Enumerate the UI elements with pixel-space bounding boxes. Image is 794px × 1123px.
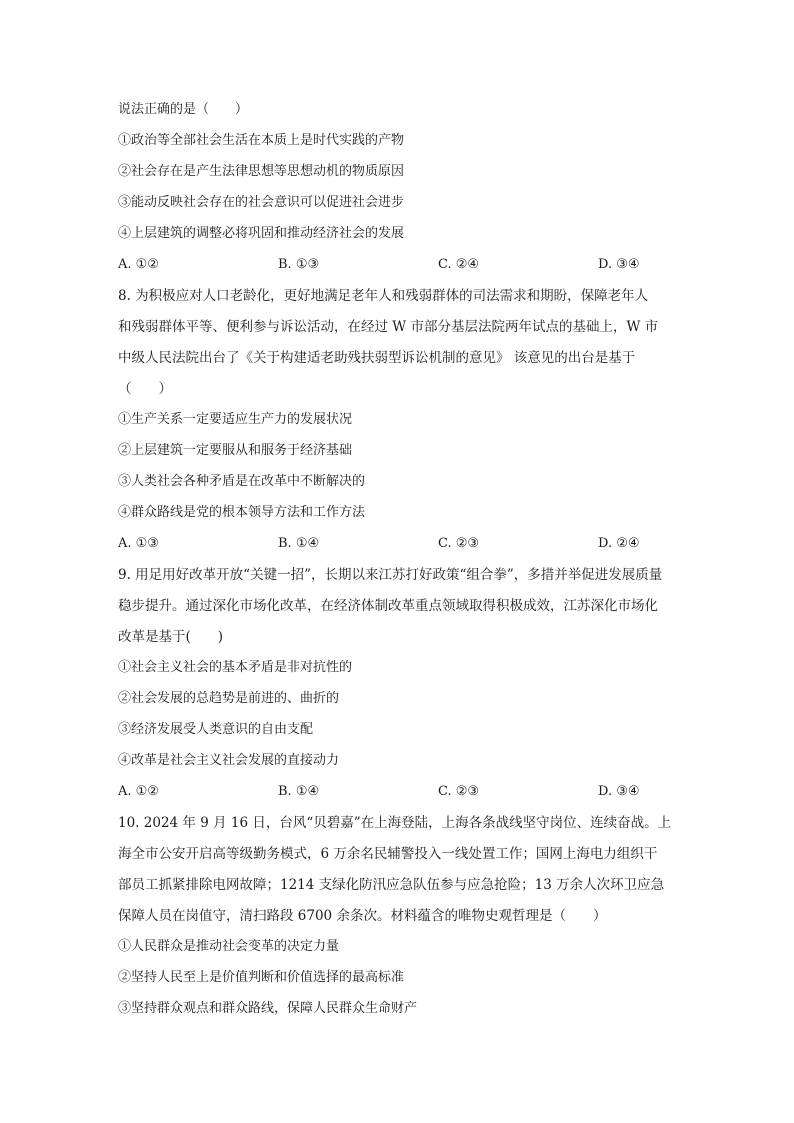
choice-b: B. ①④: [278, 784, 320, 799]
question-8-stem-line-2: 和残弱群体平等、便利参与诉讼活动，在经过 W 市部分基层法院两年试点的基础上，W 市: [118, 319, 659, 335]
question-10-stem-line-2: 海全市公安开启高等级勤务模式，6 万余名民辅警投入一线处置工作；国网上海电力组织干: [118, 846, 658, 862]
question-8: [118, 286, 678, 554]
question-9-choices: [118, 782, 678, 802]
question-7-option-2: ②社会存在是产生法律思想等思想动机的物质原因: [118, 164, 405, 179]
choice-d: D. ②④: [598, 536, 640, 551]
question-10-option-3: ③坚持群众观点和群众路线，保障人民群众生命财产: [118, 1001, 418, 1016]
choice-a: A. ①③: [118, 536, 159, 551]
question-8-option-2: ②上层建筑一定要服从和服务于经济基础: [118, 443, 353, 458]
question-10-option-2: ②坚持人民至上是价值判断和价值选择的最高标准: [118, 970, 405, 985]
question-9-option-3: ③经济发展受人类意识的自由支配: [118, 722, 314, 737]
question-9: [118, 565, 678, 802]
question-9-stem-line-2: 稳步提升。通过深化市场化改革，在经济体制改革重点领域取得积极成效，江苏深化市场化: [118, 598, 658, 614]
question-9-stem-line-3: 改革是基于( ): [118, 629, 224, 645]
question-7-option-1: ①政治等全部社会生活在本质上是时代实践的产物: [118, 133, 405, 148]
question-7-option-4: ④上层建筑的调整必将巩固和推动经济社会的发展: [118, 226, 405, 241]
question-10-option-1: ①人民群众是推动社会变革的决定力量: [118, 939, 340, 954]
question-10: [118, 813, 678, 1019]
choice-c: C. ②③: [438, 536, 480, 551]
question-7-choices: [118, 255, 678, 275]
exam-page: [118, 100, 678, 1030]
question-8-option-1: ①生产关系一定要适应生产力的发展状况: [118, 412, 353, 427]
question-7: [118, 100, 678, 275]
question-8-option-4: ④群众路线是党的根本领导方法和工作方法: [118, 505, 366, 520]
question-10-stem-line-4: 保障人员在岗值守，清扫路段 6700 余条次。材料蕴含的唯物史观哲理是（ ）: [118, 908, 607, 924]
question-9-option-2: ②社会发展的总趋势是前进的、曲折的: [118, 691, 340, 706]
question-8-choices: [118, 534, 678, 554]
question-9-option-4: ④改革是社会主义社会发展的直接动力: [118, 753, 340, 768]
choice-c: C. ②④: [438, 257, 480, 272]
choice-a: A. ①②: [118, 257, 159, 272]
question-8-stem-line-4: （ ）: [118, 381, 172, 397]
question-8-stem-line-3: 中级人民法院出台了《关于构建适老助残扶弱型诉讼机制的意见》 该意见的出台是基于: [118, 350, 636, 366]
question-9-option-1: ①社会主义社会的基本矛盾是非对抗性的: [118, 660, 353, 675]
choice-d: D. ③④: [598, 257, 640, 272]
choice-b: B. ①③: [278, 257, 320, 272]
question-7-option-3: ③能动反映社会存在的社会意识可以促进社会进步: [118, 195, 405, 210]
choice-c: C. ②③: [438, 784, 480, 799]
question-8-stem-line-1: 8. 为积极应对人口老龄化，更好地满足老年人和残弱群体的司法需求和期盼，保障老年人: [118, 288, 649, 304]
question-10-stem-line-3: 部员工抓紧排除电网故障；1214 支绿化防汛应急队伍参与应急抢险；13 万余人次环卫应急: [118, 877, 665, 893]
question-10-stem-line-1: 10. 2024 年 9 月 16 日，台风“贝碧嘉”在上海登陆，上海各条战线坚守岗位、连续奋战。上: [118, 815, 672, 831]
choice-a: A. ①②: [118, 784, 159, 799]
choice-b: B. ①④: [278, 536, 320, 551]
question-8-option-3: ③人类社会各种矛盾是在改革中不断解决的: [118, 474, 366, 489]
choice-d: D. ③④: [598, 784, 640, 799]
question-7-stem: 说法正确的是（ ）: [118, 102, 249, 117]
question-9-stem-line-1: 9. 用足用好改革开放“关键一招”，长期以来江苏打好政策“组合拳”，多措并举促进发展质量: [118, 567, 663, 583]
